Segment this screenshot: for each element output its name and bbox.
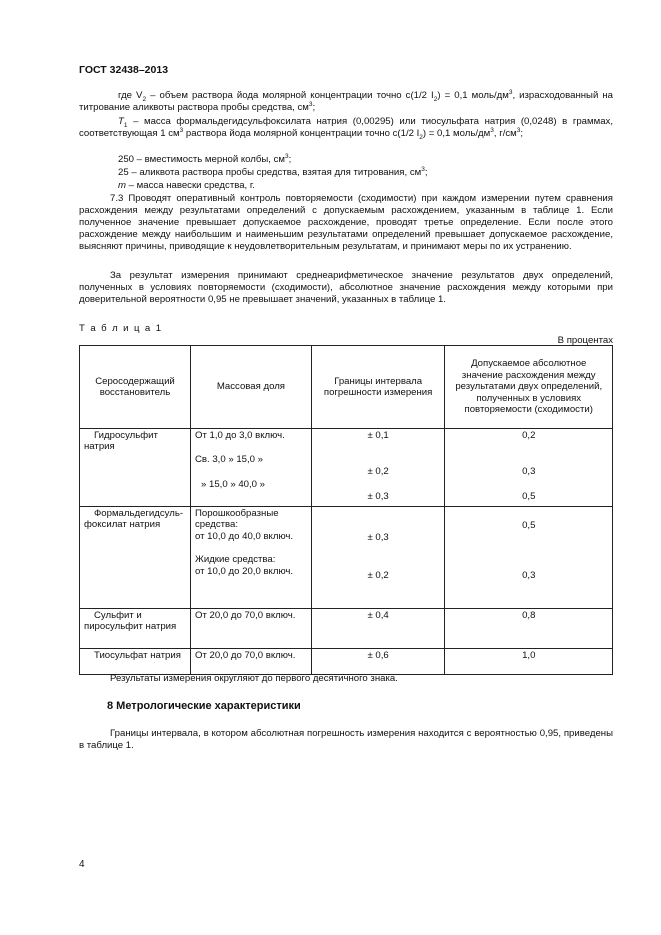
header-error-limits: Границы интервала погрешности измерения	[311, 346, 445, 429]
header-mass-fraction: Массовая доля	[190, 346, 311, 429]
definition-250: 250 – вместимость мерной колбы, $см^3$;	[118, 152, 292, 165]
reducer-cell: Сульфит и пиросульфит натрия	[80, 609, 191, 649]
difference-cell: 0,8	[445, 609, 613, 649]
standard-number: ГОСТ 32438–2013	[79, 64, 169, 76]
fraction-cell: Порошкообразные средства: от 10,0 до 40,0 включ. Жидкие средства: от 10,0 до 20,0 включ.	[190, 507, 311, 609]
reducer-cell: Тиосульфат натрия	[80, 649, 191, 675]
difference-cell: 1,0	[445, 649, 613, 675]
reducer-cell: Формальдегидсуль-фоксилат натрия	[80, 507, 191, 609]
fraction-cell: От 20,0 до 70,0 включ.	[190, 609, 311, 649]
fraction-cell: От 1,0 до 3,0 включ. Св. 3,0 » 15,0 » » 15,0 » 40,0 »	[190, 429, 311, 507]
definition-m: m – масса навески средства, г.	[118, 180, 255, 191]
table-row	[80, 609, 613, 649]
difference-cell: 0,5 0,3	[445, 507, 613, 609]
error-cell: ± 0,4	[311, 609, 445, 649]
page-number: 4	[79, 859, 85, 870]
reducer-cell: Гидросульфит натрия	[80, 429, 191, 507]
header-allowed-difference: Допускаемое абсолютное значение расхождения между результатами двух определений, полученных в условиях повторяемости (сходимости)	[445, 346, 613, 429]
section-8-heading: 8 Метрологические характеристики	[107, 700, 301, 712]
definition-25: 25 – аликвота раствора пробы средства, взятая для титрования, $см^3$;	[118, 165, 428, 178]
error-cell: ± 0,6	[311, 649, 445, 675]
fraction-cell: От 20,0 до 70,0 включ.	[190, 649, 311, 675]
table-header-row	[80, 346, 613, 429]
definition-v2: где $V_2$ – объем раствора йода молярной концентрации точно c(1/2 $I_2) = 0,1$ моль/$дм^3$, израсходованный на титрование аликвоты раствора пробы средства, $см^3$;	[79, 88, 613, 113]
section-8-text: Границы интервала, в котором абсолютная погрешность измерения находится с вероятностью 0,95, приведены в таблице 1.	[79, 728, 613, 751]
paragraph-result: За результат измерения принимают среднеарифметическое значение результатов двух определений, полученных в условиях повторяемости (сходимости), абсолютное значение расхождения между которыми при доверительной вероятности 0,95 не превышает значений, указанных в таблице 1.	[79, 270, 613, 305]
table-1	[79, 345, 613, 675]
table-label: Т а б л и ц а 1	[79, 323, 163, 334]
paragraph-7-3: 7.3 Проводят оперативный контроль повторяемости (сходимости) при каждом измерении путем сравнения расхождения между результатами определений с допускаемым расхождением, указанным в таблице 1. Если полученное значение превышает допускаемое расхождение, проводят третье определение. Если после этого расхождение между наибольшим и наименьшим результатами определений превышает допускаемое расхождение, выясняют причины, приводящие к неудовлетворительным результатам, и принимают меры по их устранению.	[79, 193, 613, 252]
table-row	[80, 649, 613, 675]
table-row	[80, 429, 613, 507]
header-reducer: Серосодержащий восстановитель	[80, 346, 191, 429]
rounding-note: Результаты измерения округляют до первого десятичного знака.	[110, 673, 398, 684]
error-cell: ± 0,3 ± 0,2	[311, 507, 445, 609]
definition-t1: $T_1$ – масса формальдегидсульфоксилата натрия (0,00295) или тиосульфата натрия (0,0248) в граммах, соответствующая 1 $см^3$ раствора йода молярной концентрации точно c(1/2 $I_2) = 0,1$ моль/$дм^3$, $г/см^3$;	[79, 116, 613, 141]
table-unit: В процентах	[557, 335, 613, 346]
error-cell: ± 0,1 ± 0,2 ± 0,3	[311, 429, 445, 507]
difference-cell: 0,2 0,3 0,5	[445, 429, 613, 507]
table-row	[80, 507, 613, 609]
